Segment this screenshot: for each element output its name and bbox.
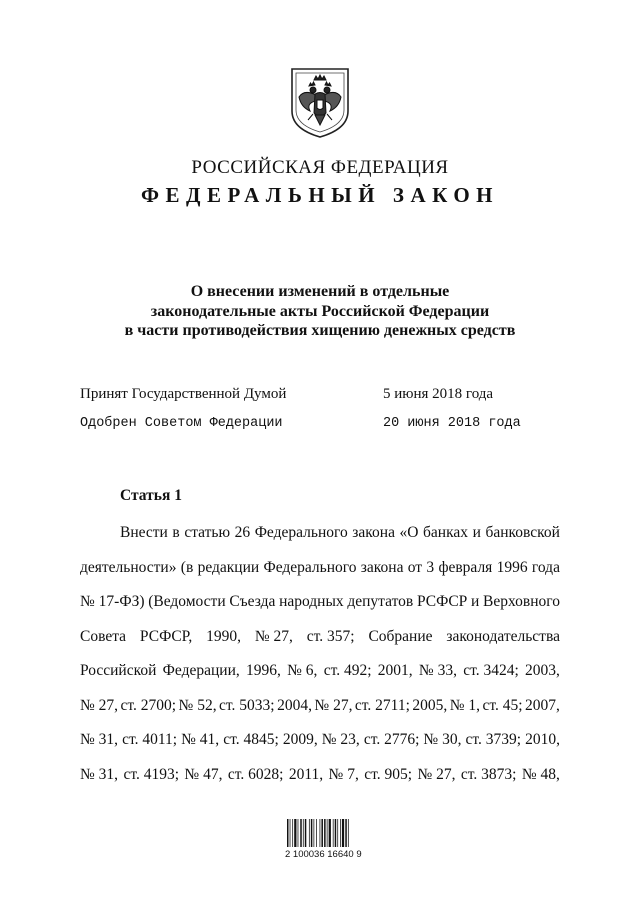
article-line [80, 654, 560, 689]
article-word: Федерации, [162, 662, 240, 679]
article-line [80, 723, 560, 758]
country-name: РОССИЙСКАЯ ФЕДЕРАЦИЯ [191, 157, 449, 178]
article-word: РСФСР, [139, 627, 193, 645]
article-word: РСФСР [416, 593, 468, 610]
article-word: № 47, [184, 765, 223, 783]
article-word: № 48, [521, 765, 560, 783]
article-word: 2003, [525, 662, 560, 679]
article-word: Собрание [368, 627, 433, 645]
article-word: Верховного [483, 593, 560, 610]
article-word: № 7, [328, 765, 359, 783]
article-word: законодательства [446, 627, 560, 645]
article-word: Внести [120, 524, 168, 541]
article-word: ст. 492; [323, 662, 372, 679]
article-word: февраля [438, 558, 493, 576]
article-word: ст. 3739; [465, 731, 522, 748]
article-word: ст. 45; [482, 696, 523, 714]
article-word: в [172, 524, 180, 541]
article-word: закона [360, 558, 404, 576]
article-word: 2007, [525, 696, 560, 714]
law-type-heading: ФЕДЕРАЛЬНЫЙ ЗАКОН [141, 183, 499, 207]
article-heading: Статья 1 [120, 487, 182, 504]
article-word: № 30, [423, 731, 462, 748]
article-word: ст. 4845; [223, 731, 279, 748]
law-title-line: О внесении изменений в отдельные [190, 283, 450, 300]
article-word: ст. 905; [364, 765, 413, 783]
article-word: ст. 3873; [460, 765, 517, 783]
barcode [286, 819, 366, 860]
article-word: № 31, [80, 731, 119, 748]
article-line [80, 758, 560, 793]
article-word: 1990, [206, 627, 241, 645]
law-title [0, 282, 640, 341]
article-word: народных [279, 593, 344, 610]
article-word: 2010, [525, 731, 560, 748]
article-word: № 6, [287, 662, 318, 679]
article-word: статью [184, 524, 231, 541]
article-word: 26 [234, 524, 251, 541]
adoption-council-date: 20 июня 2018 года [383, 416, 521, 431]
article-word: № 27, [80, 696, 119, 714]
article-word: от [407, 558, 423, 576]
article-word: № 27, [417, 765, 456, 783]
adoption-duma-label: Принят Государственной Думой [80, 386, 287, 402]
article-word: Федерального [254, 524, 348, 541]
article-line [80, 551, 560, 586]
article-word: № 31, [80, 765, 119, 783]
article-word: № 33, [418, 662, 457, 679]
barcode-icon [286, 819, 366, 847]
article-word: и [471, 593, 480, 610]
article-word: года [531, 558, 560, 576]
article-word: и [472, 524, 481, 541]
coat-of-arms-icon [288, 67, 352, 139]
article-word: 1996, [246, 662, 281, 679]
article-word: ст. 6028; [227, 765, 284, 783]
article-word: 2001, [377, 662, 413, 679]
article-word: ст. 2776; [363, 731, 420, 748]
article-word: ст. 4193; [123, 765, 179, 783]
article-word: № 17-ФЗ) [80, 593, 145, 610]
article-word: ст. 5033; [219, 696, 275, 714]
article-word: № 52, [178, 696, 217, 714]
article-line [80, 516, 560, 551]
article-word: 2004, [277, 696, 312, 714]
article-body [80, 516, 560, 792]
article-line [80, 689, 560, 724]
article-word: деятельности» [80, 558, 177, 576]
article-word: ст. 3424; [463, 662, 519, 679]
article-word: № 27, [314, 696, 353, 714]
article-word: 2005, [412, 696, 448, 714]
article-word: № 1, [449, 696, 481, 714]
article-word: 1996 [496, 558, 528, 576]
adoption-council-label: Одобрен Советом Федерации [80, 416, 283, 431]
article-word: (Ведомости [148, 593, 226, 610]
article-word: № 27, [254, 627, 293, 645]
article-word: банках [423, 524, 469, 541]
article-word: редакции [197, 558, 260, 576]
article-word: № 23, [321, 731, 360, 748]
article-word: ст. 2700; [120, 696, 177, 714]
article-word: (в [180, 558, 194, 576]
article-word: банковской [485, 524, 560, 541]
adoption-duma-date: 5 июня 2018 года [383, 386, 494, 402]
article-word: депутатов [347, 593, 414, 610]
article-word: ст. 357; [306, 627, 355, 645]
article-word: «О [399, 524, 419, 541]
article-line [80, 585, 560, 620]
article-word: ст. 2711; [354, 696, 410, 714]
article-word: Съезда [229, 593, 276, 610]
article-word: ст. 4011; [122, 731, 178, 748]
article-word: Российской [80, 662, 157, 679]
law-title-line: законодательные акты Российской Федерации [150, 302, 490, 320]
barcode-number: 2 100036 16640 9 [285, 849, 362, 860]
article-word: закона [352, 524, 395, 541]
law-title-line: в части противодействия хищению денежных средств [124, 322, 516, 339]
article-word: Федерального [263, 558, 357, 576]
article-line [80, 620, 560, 655]
article-word: 2011, [288, 765, 324, 783]
article-word: 2009, [282, 731, 318, 748]
article-word: Совета [80, 627, 127, 645]
article-word: № 41, [181, 731, 220, 748]
article-word: 3 [426, 558, 435, 576]
